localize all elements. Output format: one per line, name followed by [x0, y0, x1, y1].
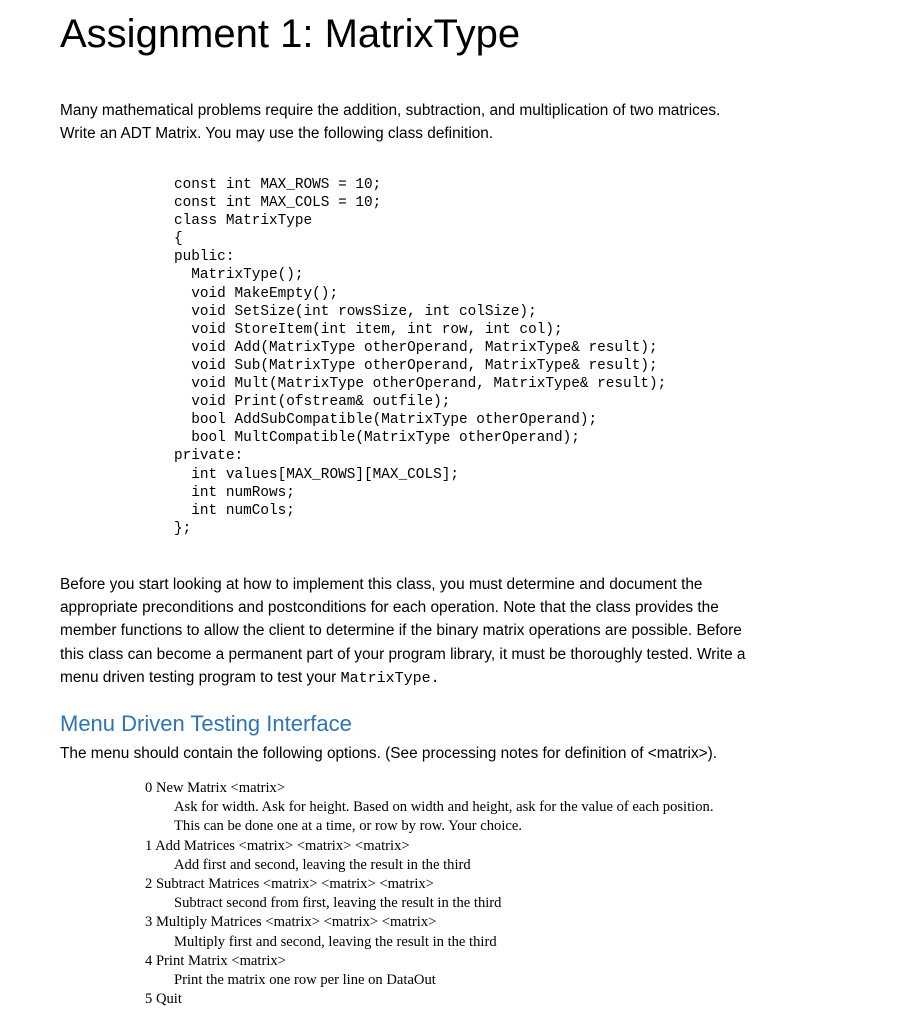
menu-option-description: Multiply first and second, leaving the result in the third — [174, 933, 497, 950]
code-line: void Print(ofstream& outfile); — [174, 394, 451, 411]
code-line: public: — [174, 249, 235, 266]
code-line: MatrixType(); — [174, 267, 304, 284]
paragraph-period: . — [430, 669, 440, 687]
paragraph-line: appropriate preconditions and postconditions for each operation. Note that the class provides the — [60, 599, 719, 617]
paragraph-line: Before you start looking at how to implement this class, you must determine and document the — [60, 576, 703, 593]
code-line: int numCols; — [174, 502, 295, 519]
requirements-paragraph — [60, 573, 820, 690]
code-line: void Sub(MatrixType otherOperand, MatrixType& result); — [174, 357, 658, 374]
code-line: class MatrixType — [174, 213, 313, 230]
paragraph-line: this class can become a permanent part of your program library, it must be thoroughly tested. Write a — [60, 645, 746, 663]
intro-line-2: Write an ADT Matrix. You may use the following class definition. — [60, 125, 494, 142]
menu-option-add-matrices: 1 Add Matrices <matrix> <matrix> <matrix> — [145, 837, 410, 854]
code-line: }; — [174, 520, 192, 537]
menu-options-list — [145, 779, 713, 1009]
code-line: bool AddSubCompatible(MatrixType otherOperand); — [174, 412, 598, 429]
menu-option-print-matrix: 4 Print Matrix <matrix> — [145, 952, 286, 969]
code-line: int values[MAX_ROWS][MAX_COLS]; — [174, 466, 459, 483]
menu-option-description: Ask for width. Ask for height. Based on width and height, ask for the value of each position. — [174, 799, 714, 816]
menu-option-description: Add first and second, leaving the result in the third — [174, 856, 471, 873]
menu-option-new-matrix: 0 New Matrix <matrix> — [145, 780, 286, 796]
code-line: const int MAX_ROWS = 10; — [174, 177, 382, 193]
menu-intro: The menu should contain the following options. (See processing notes for definition of <matrix>). — [60, 745, 718, 762]
code-line: bool MultCompatible(MatrixType otherOperand); — [174, 430, 580, 447]
code-line: const int MAX_COLS = 10; — [174, 195, 382, 212]
section-heading: Menu Driven Testing Interface — [60, 711, 352, 736]
code-line: int numRows; — [174, 484, 295, 501]
page-title: Assignment 1: MatrixType — [60, 12, 521, 56]
code-line: void Mult(MatrixType otherOperand, MatrixType& result); — [174, 376, 667, 393]
code-line: { — [174, 231, 183, 248]
code-line: private: — [174, 448, 244, 465]
menu-option-description: This can be done one at a time, or row by row. Your choice. — [174, 818, 522, 835]
intro-paragraph — [60, 99, 860, 145]
menu-option-description: Print the matrix one row per line on DataOut — [174, 972, 436, 989]
menu-option-subtract-matrices: 2 Subtract Matrices <matrix> <matrix> <matrix> — [145, 876, 434, 893]
code-line: void MakeEmpty(); — [174, 285, 339, 302]
paragraph-line: member functions to allow the client to determine if the binary matrix operations are possible. Before — [60, 622, 742, 640]
class-definition-code — [174, 176, 666, 538]
menu-option-description: Subtract second from first, leaving the result in the third — [174, 895, 502, 912]
code-line: void SetSize(int rowsSize, int colSize); — [174, 303, 537, 320]
intro-line-1: Many mathematical problems require the addition, subtraction, and multiplication of two matrices. — [60, 102, 721, 119]
menu-option-multiply-matrices: 3 Multiply Matrices <matrix> <matrix> <matrix> — [145, 914, 437, 931]
code-line: void StoreItem(int item, int row, int col); — [174, 321, 563, 338]
paragraph-line-last: menu driven testing program to test your — [60, 668, 341, 686]
code-line: void Add(MatrixType otherOperand, MatrixType& result); — [174, 339, 658, 356]
menu-option-quit: 5 Quit — [145, 991, 182, 1008]
inline-code-matrixtype: MatrixType — [340, 669, 431, 687]
